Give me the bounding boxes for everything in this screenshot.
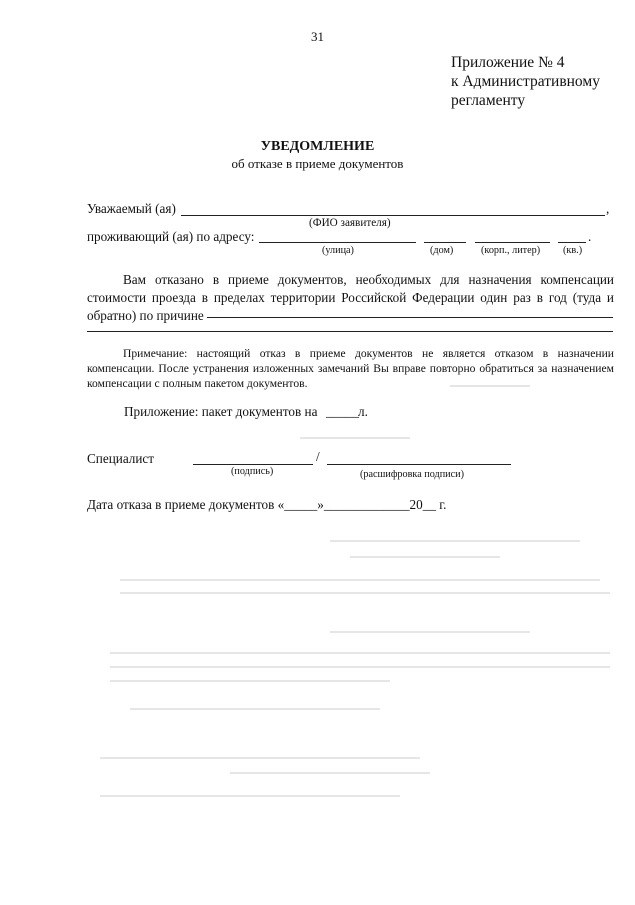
specialist-label: Специалист — [87, 451, 155, 466]
appendix-line-2: к Административному — [451, 73, 600, 90]
apartment-caption: (кв.) — [563, 245, 583, 256]
refusal-date-month-blank[interactable]: _____________ — [323, 497, 410, 512]
document-subtitle: об отказе в приеме документов — [231, 156, 404, 171]
refusal-reason-line-1[interactable] — [207, 317, 613, 318]
refusal-date-year-blank[interactable]: __ — [422, 497, 436, 512]
note-paragraph: Примечание: настоящий отказ в приеме документов не является отказом в назначении компенсации. После устранения изложенных замечаний Вы вправе повторно обратиться за назначением компенсации с полным пакетом документов. — [87, 347, 614, 390]
signature-decode-blank-line[interactable] — [327, 464, 511, 465]
fio-blank-line[interactable] — [181, 215, 605, 216]
attachment-label: Приложение: пакет документов на — [124, 404, 318, 419]
refusal-date-label: Дата отказа в приеме документов « — [87, 497, 285, 512]
address-period: . — [588, 229, 592, 244]
building-blank-line[interactable] — [475, 242, 550, 243]
refusal-date-year-suffix: г. — [435, 497, 447, 512]
page-number: 31 — [311, 29, 324, 44]
signature-caption: (подпись) — [231, 466, 274, 477]
signature-blank-line[interactable] — [193, 464, 313, 465]
apartment-blank-line[interactable] — [558, 242, 586, 243]
street-caption: (улица) — [322, 245, 354, 256]
signature-separator: / — [316, 449, 320, 464]
house-caption: (дом) — [430, 245, 454, 256]
salutation-label: Уважаемый (ая) — [87, 201, 176, 216]
street-blank-line[interactable] — [259, 242, 416, 243]
refusal-date-close-quote: » — [317, 497, 324, 512]
signature-decode-caption: (расшифровка подписи) — [360, 469, 464, 480]
salutation-comma: , — [606, 201, 610, 216]
refusal-paragraph: Вам отказано в приеме документов, необходимых для назначения компенсации стоимости проезда в пределах территории Российской Федерации один раз в год (туда и обратно) по причине — [87, 272, 614, 323]
house-blank-line[interactable] — [424, 242, 466, 243]
building-caption: (корп., литер) — [481, 245, 541, 256]
attachment-sheets-blank[interactable]: _____ — [326, 404, 359, 419]
refusal-reason-line-2[interactable] — [87, 331, 613, 332]
refusal-date-year-prefix: 20 — [409, 497, 423, 512]
fio-caption: (ФИО заявителя) — [309, 217, 391, 229]
appendix-line-1: Приложение № 4 — [451, 54, 565, 71]
appendix-line-3: регламенту — [451, 92, 526, 109]
attachment-unit: л. — [358, 404, 368, 419]
refusal-date-row — [87, 497, 446, 513]
document-title: УВЕДОМЛЕНИЕ — [260, 139, 375, 154]
address-label: проживающий (ая) по адресу: — [87, 229, 255, 244]
refusal-date-day-blank[interactable]: _____ — [284, 497, 318, 512]
